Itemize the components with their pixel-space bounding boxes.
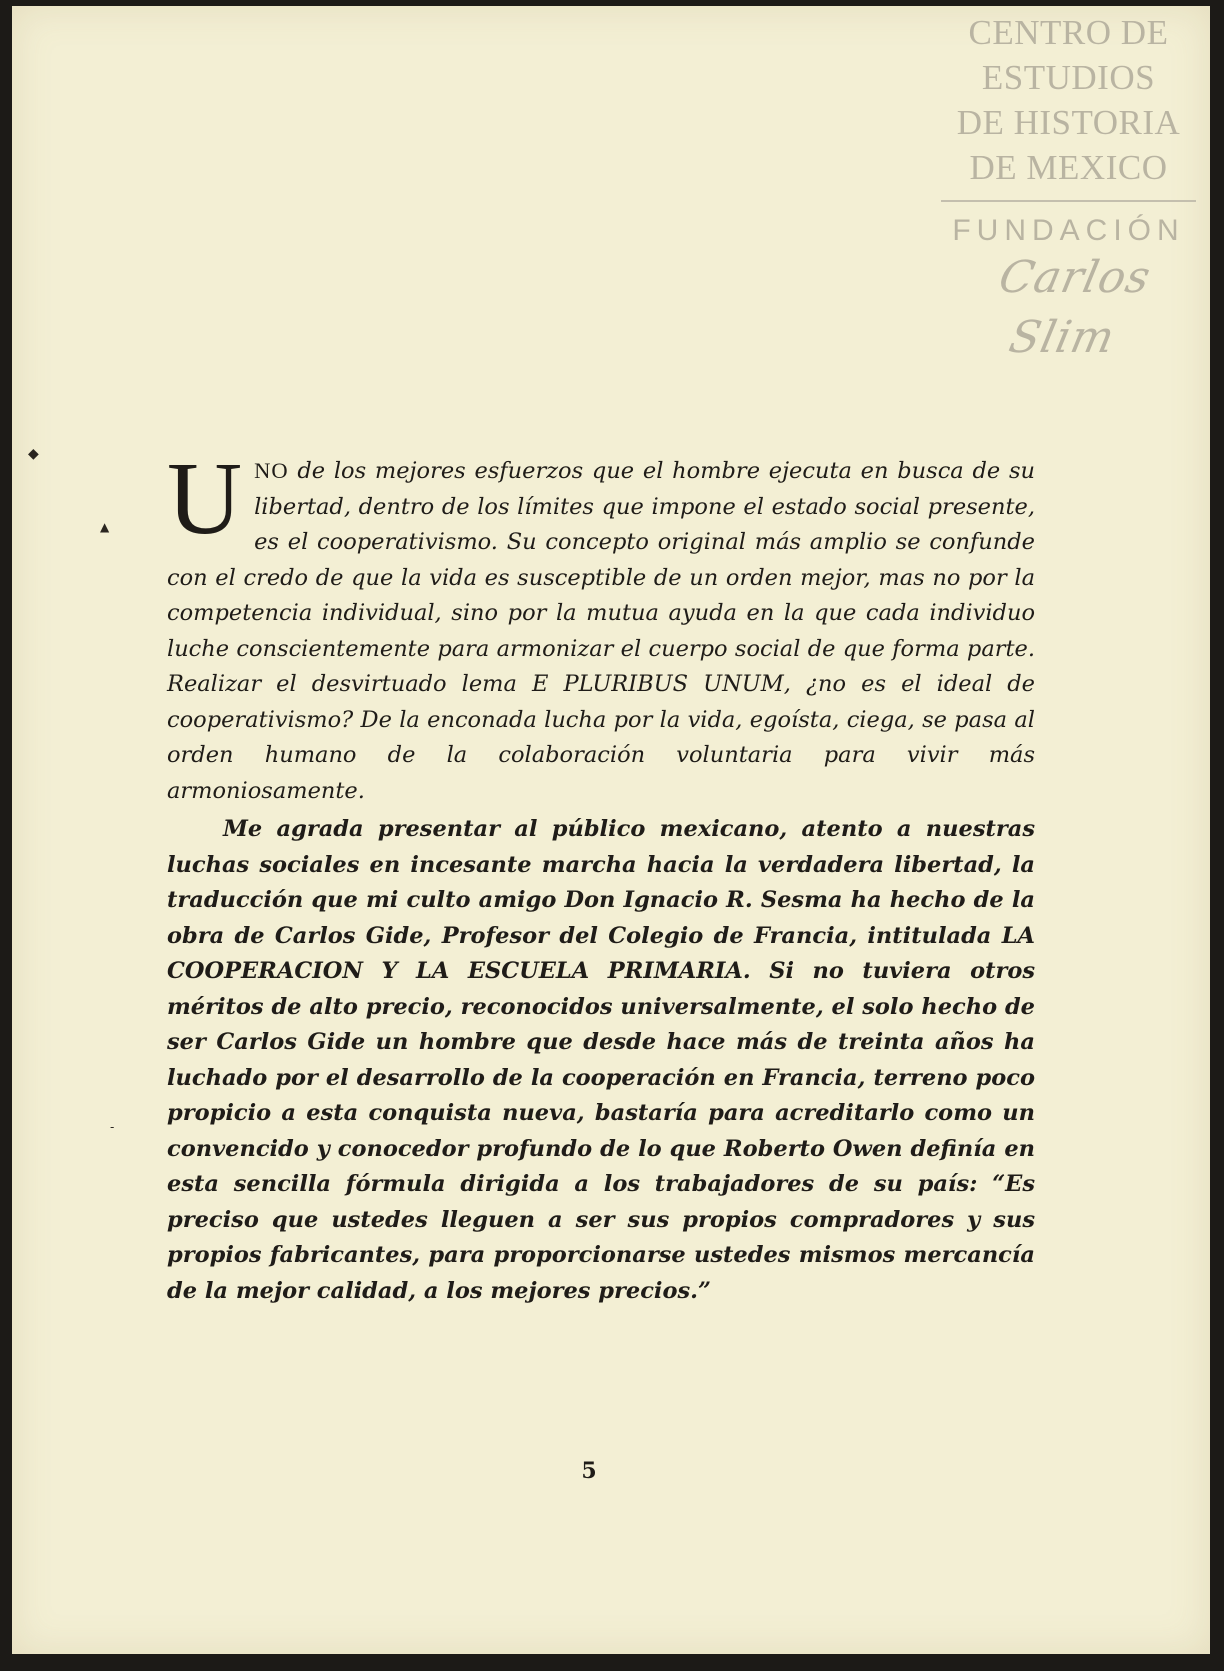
watermark-line-3: DE HISTORIA — [956, 103, 1181, 142]
paragraph-1 — [167, 441, 1035, 809]
watermark-line-2: ESTUDIOS — [981, 58, 1156, 97]
scan-speck: ▲ — [100, 520, 110, 534]
watermark-divider — [941, 200, 1196, 202]
scan-speck: - — [110, 1120, 115, 1134]
drop-cap: U — [167, 441, 243, 556]
page-number: 5 — [581, 1458, 597, 1484]
watermark-line-4: DE MEXICO — [969, 148, 1168, 187]
paragraph-1-lead: NO — [254, 458, 289, 483]
watermark-foundation: FUNDACIÓN — [952, 214, 1185, 247]
book-page — [12, 6, 1210, 1654]
watermark-line-1: CENTRO DE — [968, 13, 1169, 52]
scan-speck: ◆ — [28, 446, 39, 462]
watermark-signature: Carlos Slim — [994, 252, 1156, 363]
paragraph-1-text: de los mejores esfuerzos que el hombre ejecuta en busca de su libertad, dentro de los límites que impone el estado social presente, es el cooperativismo. Su concepto original más amplio se confunde con el credo de que la vida es susceptible de un orden mejor, mas no por la competencia individual, sino por la mutua ayuda en la que cada individuo luche conscientemente para armonizar el cuerpo social de que forma parte. Realizar el desvirtuado lema E PLURIBUS UNUM, ¿no es el ideal de cooperativismo? De la enconada lucha por la vida, egoísta, ciega, se pasa al orden humano de la colaboración voluntaria para vivir más armoniosamente. — [167, 458, 1035, 804]
archive-watermark — [941, 10, 1196, 368]
body-text — [167, 441, 1035, 1309]
paragraph-2: Me agrada presentar al público mexicano, atento a nuestras luchas sociales en incesante marcha hacia la verdadera libertad, la traducción que mi culto amigo Don Ignacio R. Sesma ha hecho de la obra de Carlos Gide, Profesor del Colegio de Francia, intitulada LA COOPERACION Y LA ESCUELA PRIMARIA. Si no tuviera otros méritos de alto precio, reconocidos universalmente, el solo hecho de ser Carlos Gide un hombre que desde hace más de treinta años ha luchado por el desarrollo de la cooperación en Francia, terreno poco propicio a esta conquista nueva, bastaría para acreditarlo como un convencido y conocedor profundo de lo que Roberto Owen definía en esta sencilla fórmula dirigida a los trabajadores de su país: “Es preciso que ustedes lleguen a ser sus propios compradores y sus propios fabricantes, para proporcionarse ustedes mismos mercancía de la mejor calidad, a los mejores precios.” — [167, 816, 1035, 1304]
